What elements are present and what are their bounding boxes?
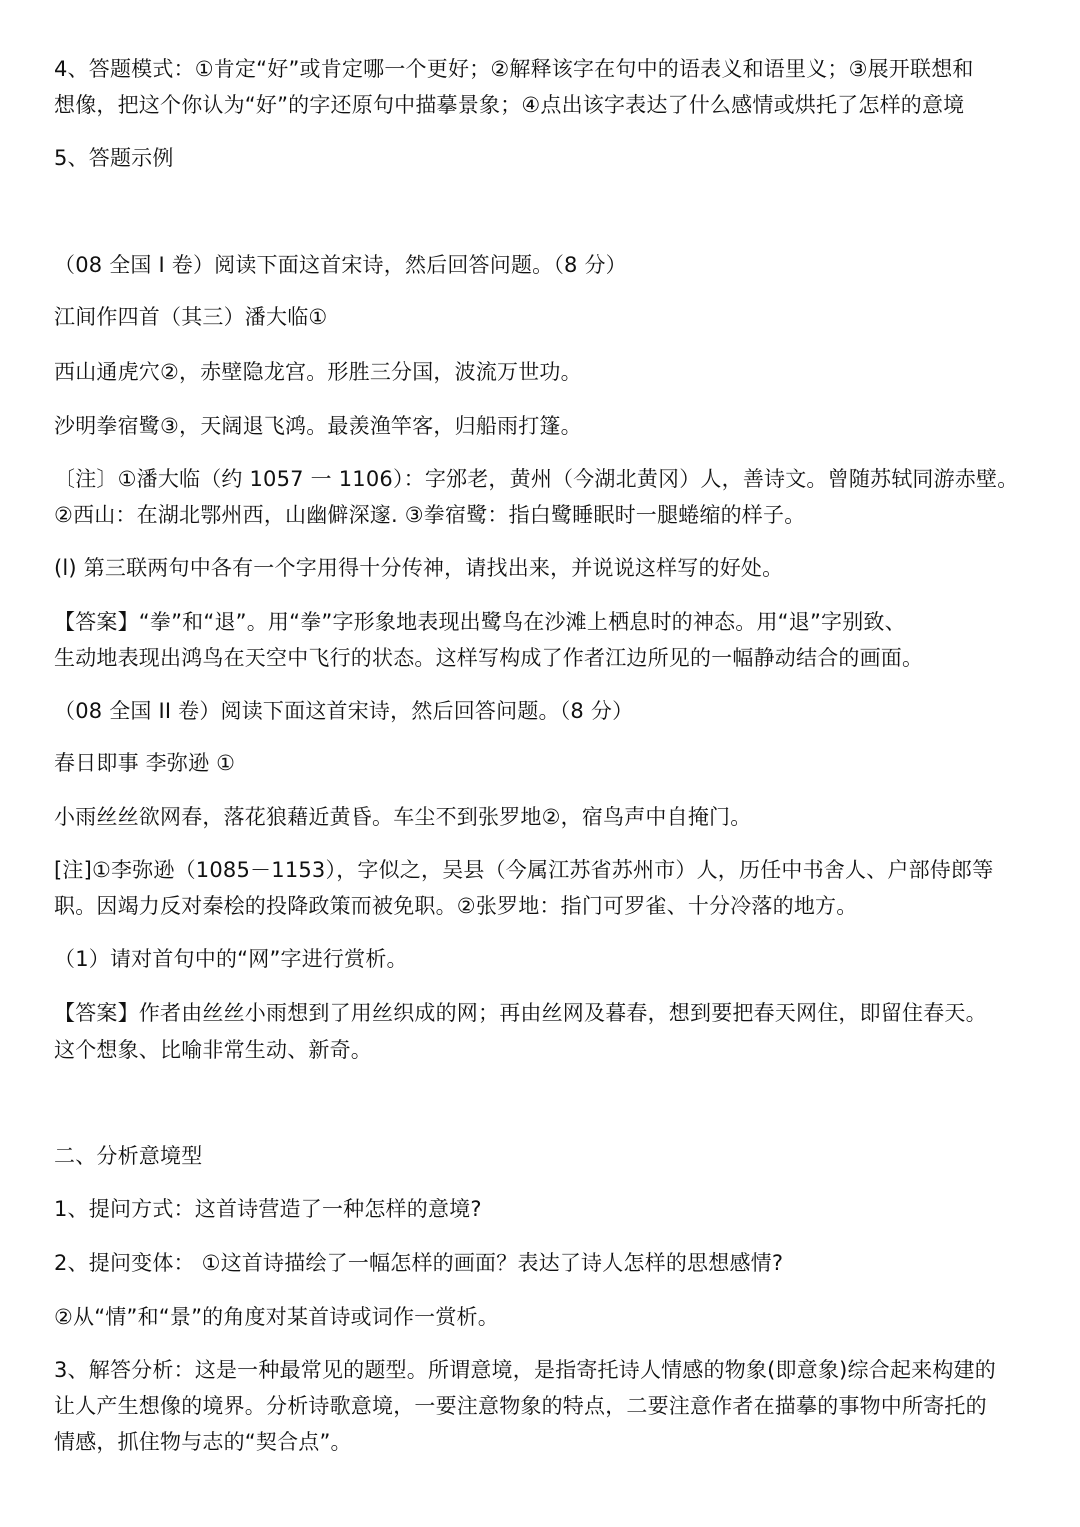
exam-question-header-2: （08 全国 II 卷）阅读下面这首宋诗，然后回答问题。（8 分） [54, 699, 634, 723]
section-heading-5: 5、答题示例 [54, 146, 174, 170]
poem-title-2: 春日即事 李弥逊 ① [54, 751, 236, 775]
poem-1-line-1: 西山通虎穴②，赤壁隐龙宫。形胜三分国，波流万世功。 [54, 360, 582, 384]
question-style-line: 1、提问方式：这首诗营造了一种怎样的意境? [54, 1197, 482, 1221]
note-1-line-2: ②西山：在湖北鄂州西，山幽僻深邃. ③拳宿鹭：指白鹭睡眠时一腿蜷缩的样子。 [54, 503, 806, 527]
note-1-line-1: 〔注〕①潘大临（约 1057 一 1106）：字邠老，黄州（今湖北黄冈）人，善诗文。曾随苏轼同游赤壁。 [54, 467, 1019, 491]
analysis-line-3: 情感，抓住物与志的“契合点”。 [54, 1430, 352, 1454]
answer-2-line-1: 【答案】作者由丝丝小雨想到了用丝织成的网；再由丝网及暮春，想到要把春天网住，即留住春天。 [54, 1001, 987, 1025]
answer-mode-line-1: 4、答题模式：①肯定“好”或肯定哪一个更好；②解释该字在句中的语表义和语里义；③展开联想和 [54, 57, 974, 81]
question-variant-line-2: ②从“情”和“景”的角度对某首诗或词作一赏析。 [54, 1305, 499, 1329]
exam-question-header-1: （08 全国 I 卷）阅读下面这首宋诗，然后回答问题。（8 分） [54, 253, 627, 277]
analysis-line-2: 让人产生想像的境界。分析诗歌意境，一要注意物象的特点，二要注意作者在描摹的事物中所寄托的 [54, 1394, 987, 1418]
answer-2-line-2: 这个想象、比喻非常生动、新奇。 [54, 1038, 372, 1062]
question-2: （1）请对首句中的“网”字进行赏析。 [54, 947, 408, 971]
poem-2-line-1: 小雨丝丝欲网春，落花狼藉近黄昏。车尘不到张罗地②，宿鸟声中自掩门。 [54, 805, 752, 829]
answer-1-line-2: 生动地表现出鸿鸟在天空中飞行的状态。这样写构成了作者江边所见的一幅静动结合的画面。 [54, 646, 924, 670]
question-1: (l) 第三联两句中各有一个字用得十分传神，请找出来，并说说这样写的好处。 [54, 556, 784, 580]
answer-mode-line-2: 想像，把这个你认为“好”的字还原句中描摹景象；④点出该字表达了什么感情或烘托了怎样的意境 [54, 93, 965, 117]
question-variant-line-1: 2、提问变体： ①这首诗描绘了一幅怎样的画面？表达了诗人怎样的思想感情? [54, 1251, 784, 1275]
analysis-line-1: 3、解答分析：这是一种最常见的题型。所谓意境，是指寄托诗人情感的物象(即意象)综合起来构建的 [54, 1358, 996, 1382]
answer-1-line-1: 【答案】“拳”和“退”。用“拳”字形象地表现出鹭鸟在沙滩上栖息时的神态。用“退”字别致、 [54, 610, 906, 634]
note-2-line-1: [注]①李弥逊（1085－1153），字似之，吴县（今属江苏省苏州市）人，历任中书舍人、户部侍郎等 [54, 858, 994, 882]
note-2-line-2: 职。因竭力反对秦桧的投降政策而被免职。②张罗地：指门可罗雀、十分冷落的地方。 [54, 894, 858, 918]
section-heading-2: 二、分析意境型 [54, 1144, 203, 1168]
poem-title-1: 江间作四首（其三）潘大临① [54, 305, 328, 329]
poem-1-line-2: 沙明拳宿鹭③，天阔退飞鸿。最羡渔竿客，归船雨打篷。 [54, 414, 582, 438]
